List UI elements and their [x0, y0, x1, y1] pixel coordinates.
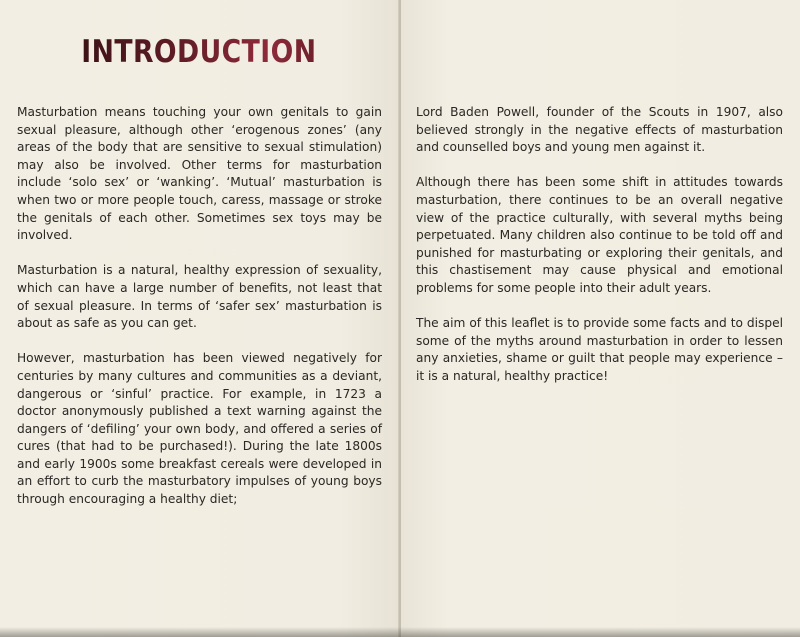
bottom-edge-shadow: [0, 627, 800, 637]
page-title: INTRODUCTION: [27, 34, 370, 70]
paragraph: Lord Baden Powell, founder of the Scouts in 1907, also believed strongly in the negative effects of masturbation and counselled boys and young men against it.: [416, 105, 783, 155]
left-column: [17, 104, 382, 526]
left-page: [0, 0, 399, 637]
paragraph: Masturbation means touching your own genitals to gain sexual pleasure, although other ‘erogenous zones’ (any areas of the body that are sensitive to sexual stimulation) may also be involved. Other terms for masturbation include ‘solo sex’ or ‘wanking’. ‘Mutual’ masturbation is when two or more people touch, caress, massage or stroke the genitals of each other. Sometimes sex toys may be involved.: [17, 105, 382, 243]
paragraph: The aim of this leaflet is to provide some facts and to dispel some of the myths around masturbation in order to lessen any anxieties, shame or guilt that people may experience – it is a natural, healthy practice!: [416, 316, 783, 383]
paragraph: Although there has been some shift in attitudes towards masturbation, there continues to be an overall negative view of the practice culturally, with several myths being perpetuated. Many children also continue to be told off and punished for masturbating or exploring their genitals, and this chastisement may cause physical and emotional problems for some people into their adult years.: [416, 175, 783, 295]
right-column: [416, 104, 783, 403]
paragraph: However, masturbation has been viewed negatively for centuries by many cultures and communities as a deviant, dangerous or ‘sinful’ practice. For example, in 1723 a doctor anonymously published a text warning against the dangers of ‘defiling’ your own body, and offered a series of cures (that had to be purchased!). During the late 1800s and early 1900s some breakfast cereals were developed in an effort to curb the masturbatory impulses of young boys through encouraging a healthy diet;: [17, 351, 382, 507]
paragraph: Masturbation is a natural, healthy expression of sexuality, which can have a large number of benefits, not least that of sexual pleasure. In terms of ‘safer sex’ masturbation is about as safe as you can get.: [17, 263, 382, 331]
right-page: [401, 0, 800, 637]
